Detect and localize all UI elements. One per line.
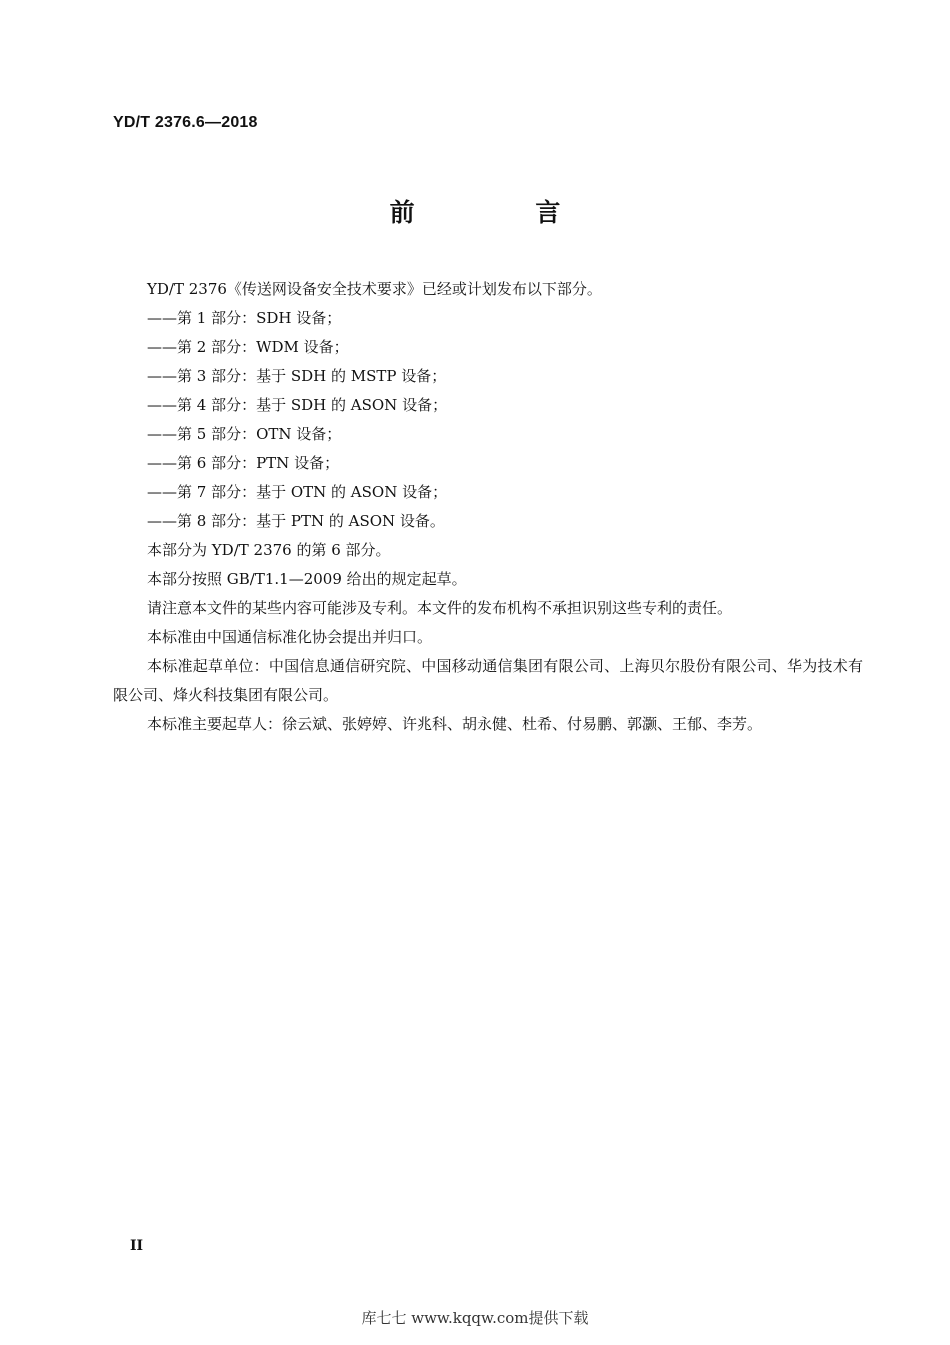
- document-code: YD/T 2376.6—2018: [113, 114, 258, 131]
- drafting-rules-paragraph: 本部分按照 GB/T1.1—2009 给出的规定起草。: [147, 570, 467, 588]
- list-item: ——第 4 部分：基于 SDH 的 ASON 设备；: [147, 396, 448, 414]
- foreword-body: [113, 275, 863, 739]
- page-title: 前 言: [389, 198, 617, 227]
- download-footer: 库七七 www.kqqw.com提供下载: [361, 1309, 589, 1327]
- proposer-paragraph: 本标准由中国通信标准化协会提出并归口。: [147, 628, 433, 646]
- drafters-paragraph: 本标准主要起草人：徐云斌、张婷婷、许兆科、胡永健、杜希、付易鹏、郭灏、王郁、李芳。: [147, 715, 763, 733]
- list-item: ——第 8 部分：基于 PTN 的 ASON 设备。: [147, 512, 445, 530]
- part-statement-paragraph: 本部分为 YD/T 2376 的第 6 部分。: [147, 541, 391, 559]
- page-number: II: [130, 1238, 144, 1254]
- list-item: ——第 6 部分：PTN 设备；: [147, 454, 340, 472]
- intro-paragraph: YD/T 2376《传送网设备安全技术要求》已经或计划发布以下部分。: [147, 280, 602, 298]
- patent-notice-paragraph: 请注意本文件的某些内容可能涉及专利。本文件的发布机构不承担识别这些专利的责任。: [147, 599, 733, 617]
- list-item: ——第 2 部分：WDM 设备；: [147, 338, 349, 356]
- drafting-units-paragraph: 本标准起草单位：中国信息通信研究院、中国移动通信集团有限公司、上海贝尔股份有限公司、华为技术有限公司、烽火科技集团有限公司。: [113, 657, 863, 704]
- list-item: ——第 3 部分：基于 SDH 的 MSTP 设备；: [147, 367, 447, 385]
- list-item: ——第 7 部分：基于 OTN 的 ASON 设备；: [147, 483, 448, 501]
- list-item: ——第 5 部分：OTN 设备；: [147, 425, 342, 443]
- parts-list: [113, 304, 863, 536]
- list-item: ——第 1 部分：SDH 设备；: [147, 309, 342, 327]
